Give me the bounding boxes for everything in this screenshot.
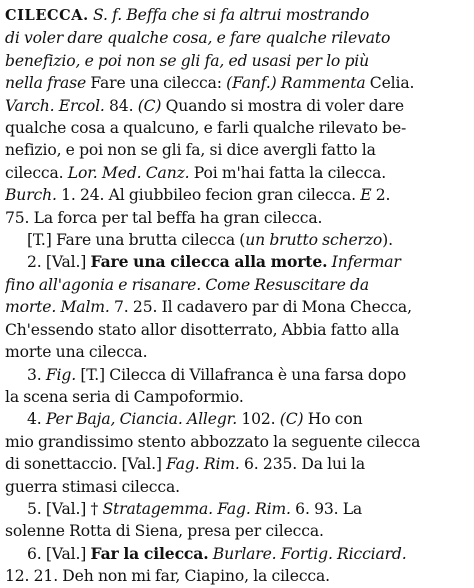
citation-source: morte. Malm. bbox=[5, 298, 110, 317]
cross-reference-target: Celia. bbox=[365, 74, 415, 93]
quote-text: 7. 25. Il cadavero par di Mona Checca, bbox=[109, 298, 412, 317]
citation: (C) bbox=[279, 410, 304, 429]
quote-text: 6. 93. La bbox=[290, 499, 363, 518]
citation-source: Burch. bbox=[5, 186, 57, 205]
citation-source: E bbox=[355, 186, 372, 205]
quote-text: Poi m'hai fatta la cilecca. bbox=[189, 163, 387, 182]
definition-text: benefizio, e poi non se gli fa, ed usasi per lo più bbox=[5, 51, 370, 70]
entry-line-15 bbox=[5, 319, 468, 341]
citation-source: Lor. Med. Canz. bbox=[63, 163, 190, 182]
sense-number: 3. bbox=[27, 365, 46, 384]
definition-text: di voler dare qualche cosa, e fare qualche rilevato bbox=[5, 29, 391, 48]
quote-text: 1. 24. Al giubbileo fecion gran cilecca. bbox=[56, 186, 356, 205]
entry-line-17 bbox=[5, 364, 468, 386]
definition-text: Burlare. Fortig. Ricciard. bbox=[208, 544, 407, 563]
entry-line-20 bbox=[5, 431, 468, 453]
entry-line-8 bbox=[5, 162, 468, 184]
quote-text: morte una cilecca. bbox=[5, 343, 148, 362]
entry-line-14 bbox=[5, 296, 468, 318]
entry-line-16 bbox=[5, 341, 468, 363]
quote-text: di sonettaccio. [Val.] bbox=[5, 455, 167, 474]
definition-text: Stratagemma. Fag. Rim. bbox=[102, 499, 291, 518]
definition-text: nella frase bbox=[5, 74, 87, 93]
entry-line-24 bbox=[5, 520, 468, 542]
quote-text: nefizio, e poi non se gli fa, si dice avergli fatto la bbox=[5, 141, 376, 160]
entry-line-5 bbox=[5, 95, 468, 117]
citation: (C) bbox=[137, 96, 162, 115]
entry-line-3 bbox=[5, 50, 468, 72]
entry-line-22 bbox=[5, 476, 468, 498]
entry-line-9 bbox=[5, 184, 468, 206]
quote-text: 12. 21. Deh non mi far, Ciapino, la cilecca. bbox=[5, 567, 330, 586]
quote-text: Ch'essendo stato allor disotterrato, Abbia fatto alla bbox=[5, 320, 400, 339]
sense-text: la scena seria di Campoformio. bbox=[5, 387, 244, 406]
entry-line-23 bbox=[5, 498, 468, 520]
headword: CILECCA. bbox=[5, 7, 89, 24]
sense-text: ). bbox=[382, 231, 393, 250]
sense-text: [T.] Fare una brutta cilecca ( bbox=[27, 231, 246, 250]
entry-line-12 bbox=[5, 251, 468, 273]
citation-number: 2. bbox=[371, 186, 391, 205]
quote-text: solenne Rotta di Siena, presa per cilecca. bbox=[5, 522, 324, 541]
sense-text: [T.] Cilecca di Villafranca è una farsa dopo bbox=[76, 365, 407, 384]
quote-text: qualche cosa a qualcuno, e farli qualche rilevato be- bbox=[5, 119, 407, 138]
entry-line-11 bbox=[5, 229, 468, 251]
entry-line-6 bbox=[5, 117, 468, 139]
entry-line-18 bbox=[5, 386, 468, 408]
quote-text: Quando si mostra di voler dare bbox=[161, 96, 404, 115]
sense-number: 2. [Val.] bbox=[27, 253, 91, 272]
definition-text: fino all'agonia e risanare. Come Resuscitare da bbox=[5, 275, 369, 294]
entry-line-25 bbox=[5, 543, 468, 565]
quote-text: mio grandissimo stento abbozzato la seguente cilecca bbox=[5, 432, 421, 451]
entry-line-13 bbox=[5, 274, 468, 296]
entry-line-19 bbox=[5, 408, 468, 430]
citation-number: 102. bbox=[237, 410, 280, 429]
entry-line-4 bbox=[5, 72, 468, 94]
quote-text: guerra stimasi cilecca. bbox=[5, 477, 180, 496]
phrase-bold: Far la cilecca. bbox=[90, 543, 209, 563]
entry-line-7 bbox=[5, 139, 468, 161]
gloss: un brutto scherzo bbox=[245, 231, 383, 250]
citation-number: 84. bbox=[104, 96, 138, 115]
quote-text: 6. 235. Da lui la bbox=[239, 455, 366, 474]
definition-text: Infermar bbox=[327, 253, 401, 272]
citation: (Fanf.) bbox=[226, 74, 277, 93]
entry-line-21 bbox=[5, 453, 468, 475]
citation-source: Varch. Ercol. bbox=[5, 96, 105, 115]
sense-number: 5. [Val.] † bbox=[27, 499, 103, 518]
entry-line-10 bbox=[5, 207, 468, 229]
quote-text: Ho con bbox=[303, 410, 363, 429]
entry-line-1 bbox=[5, 4, 468, 27]
part-of-speech: S. f. bbox=[88, 6, 123, 24]
quote-text: cilecca. bbox=[5, 163, 64, 182]
definition-text: Beffa che si fa altrui mostrando bbox=[122, 6, 370, 24]
sense-number: 4. bbox=[27, 410, 46, 429]
cross-reference: Rammenta bbox=[276, 74, 366, 93]
entry-line-26 bbox=[5, 565, 468, 587]
entry-line-2 bbox=[5, 27, 468, 49]
definition-text: Per Baja, Ciancia. Allegr. bbox=[45, 410, 238, 429]
quote-text: 75. La forca per tal beffa ha gran cilecca. bbox=[5, 208, 323, 227]
citation-source: Fag. Rim. bbox=[166, 455, 240, 474]
phrase-bold: Fare una cilecca alla morte. bbox=[90, 252, 328, 272]
sense-number: 6. [Val.] bbox=[27, 544, 91, 563]
label-figurative: Fig. bbox=[45, 365, 77, 384]
phrase: Fare una cilecca: bbox=[86, 74, 227, 93]
